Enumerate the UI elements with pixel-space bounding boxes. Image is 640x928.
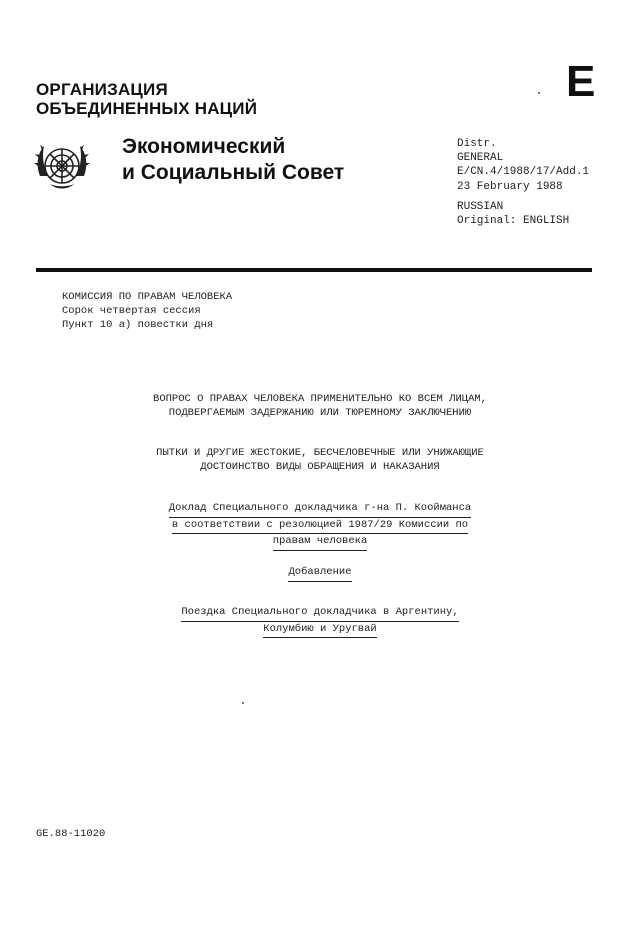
addendum-heading — [120, 566, 520, 582]
commission-info — [62, 290, 232, 332]
organization-line-2: ОБЪЕДИНЕННЫХ НАЦИЙ — [36, 99, 258, 118]
council-line-2: и Социальный Совет — [122, 161, 345, 184]
un-emblem-icon — [32, 136, 92, 196]
subtitle-line-1: ПЫТКИ И ДРУГИЕ ЖЕСТОКИЕ, БЕСЧЕЛОВЕЧНЫЕ ИЛИ УНИЖАЮЩИЕ — [156, 447, 484, 459]
council-line-1: Экономический — [122, 135, 286, 158]
document-language: RUSSIAN — [457, 200, 504, 213]
scan-speck — [242, 702, 244, 704]
visit-line-1: Поездка Специального докладчика в Аргентину, — [181, 605, 458, 622]
distr-label: Distr. — [457, 138, 497, 150]
organization-line-1: ОРГАНИЗАЦИЯ — [36, 80, 168, 99]
addendum-label: Добавление — [288, 566, 351, 582]
organization-name — [36, 80, 257, 118]
document-date: 23 February 1988 — [457, 180, 563, 193]
distr-general: GENERAL — [457, 152, 504, 165]
document-title — [120, 393, 520, 420]
language-letter: E — [566, 57, 596, 106]
document-symbol: E/CN.4/1988/17/Add.1 — [457, 166, 590, 179]
visit-line-2: Колумбию и Уругвай — [263, 622, 376, 639]
job-number: GE.88-11020 — [36, 828, 106, 840]
visit-description — [120, 605, 520, 638]
original-language: Original: ENGLISH — [457, 215, 570, 228]
document-subtitle — [120, 447, 520, 474]
header-divider — [36, 268, 592, 272]
commission-line-1: КОМИССИЯ ПО ПРАВАМ ЧЕЛОВЕКА — [62, 291, 233, 303]
commission-line-2: Сорок четвертая сессия — [62, 305, 201, 317]
report-line-3: правам человека — [273, 534, 368, 551]
subtitle-line-2: ДОСТОИНСТВО ВИДЫ ОБРАЩЕНИЯ И НАКАЗАНИЯ — [200, 460, 440, 473]
scan-speck — [538, 92, 540, 94]
report-line-1: Доклад Специального докладчика г-на П. Коойманса — [169, 501, 471, 518]
report-description — [120, 501, 520, 551]
distribution-metadata — [457, 137, 589, 228]
title-line-1: ВОПРОС О ПРАВАХ ЧЕЛОВЕКА ПРИМЕНИТЕЛЬНО КО ВСЕМ ЛИЦАМ, — [153, 393, 487, 405]
report-line-2: в соответствии с резолюцией 1987/29 Комиссии по — [172, 518, 468, 535]
commission-line-3: Пункт 10 а) повестки дня — [62, 319, 214, 331]
council-name — [122, 134, 344, 186]
title-line-2: ПОДВЕРГАЕМЫМ ЗАДЕРЖАНИЮ ИЛИ ТЮРЕМНОМУ ЗАКЛЮЧЕНИЮ — [168, 406, 472, 419]
